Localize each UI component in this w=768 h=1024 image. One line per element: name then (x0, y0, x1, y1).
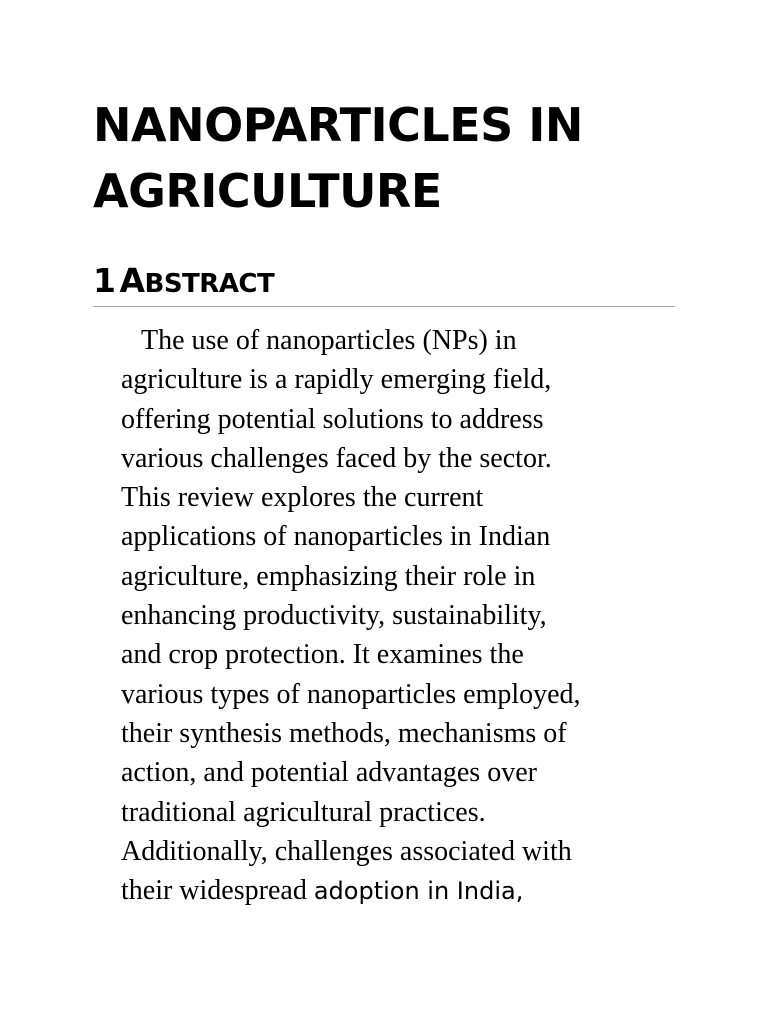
abstract-line: applications of nanoparticles in Indian (121, 521, 551, 553)
section-title-initial: A (119, 261, 145, 300)
abstract-line: traditional agricultural practices. (121, 796, 486, 828)
abstract-line: offering potential solutions to address (121, 403, 544, 435)
section-heading-abstract (93, 258, 675, 307)
abstract-line: This review explores the current (121, 482, 484, 514)
abstract-line: various types of nanoparticles employed, (121, 678, 581, 710)
abstract-line: Additionally, challenges associated with (121, 835, 572, 867)
section-number: 1 (93, 261, 116, 300)
document-title (93, 92, 733, 224)
abstract-last-sans: adoption in India, (313, 877, 524, 906)
title-line-2: AGRICULTURE (93, 164, 442, 218)
section-title-rest: BSTRACT (144, 269, 275, 299)
abstract-line-last (121, 871, 681, 911)
abstract-line: The use of nanoparticles (NPs) in (141, 325, 517, 356)
abstract-line: and crop protection. It examines the (121, 639, 524, 671)
abstract-line: agriculture, emphasizing their role in (121, 560, 536, 592)
title-line-1: NANOPARTICLES IN (93, 98, 583, 152)
abstract-line: their synthesis methods, mechanisms of (121, 717, 567, 749)
abstract-line: various challenges faced by the sector. (121, 442, 552, 474)
abstract-line: enhancing productivity, sustainability, (121, 600, 547, 632)
abstract-line: agriculture is a rapidly emerging field, (121, 364, 552, 396)
abstract-line: action, and potential advantages over (121, 757, 537, 789)
abstract-last-serif: their widespread (121, 875, 314, 907)
abstract-paragraph (121, 321, 681, 911)
